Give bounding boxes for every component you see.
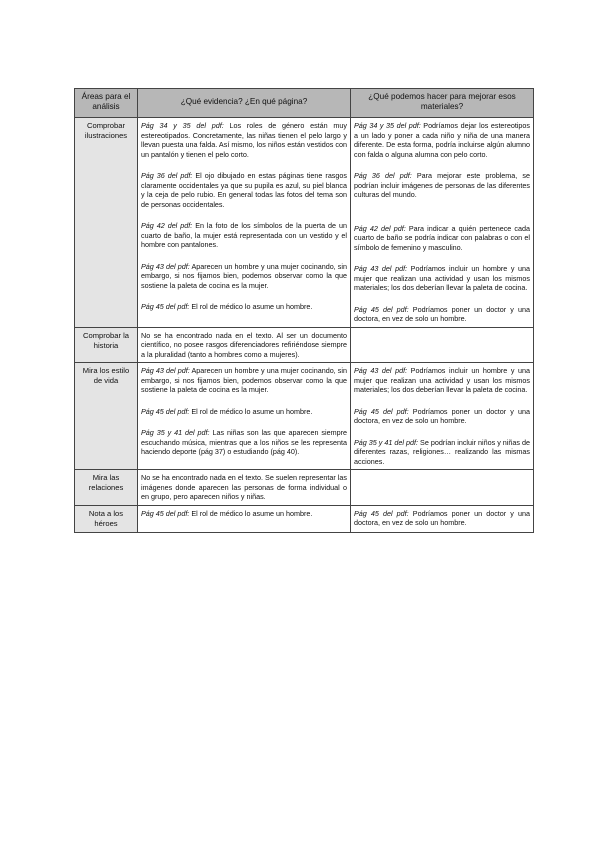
evidence-entry — [141, 428, 347, 457]
area-cell: Mira las relaciones — [75, 470, 138, 506]
entry-text: Podríamos incluir un hombre y una mujer que realizan una actividad y usan los mismos materiales; los dos deberían llevar la paleta de cocina. — [354, 366, 530, 394]
page-reference: Pág 43 del pdf: — [141, 366, 190, 375]
page-reference: Pág 45 del pdf: — [354, 406, 409, 416]
evidence-entry — [141, 331, 347, 360]
table-body — [75, 118, 534, 533]
table-row — [75, 470, 534, 506]
action-entry — [354, 121, 530, 159]
action-entry — [354, 438, 530, 467]
area-cell: Nota a los héroes — [75, 505, 138, 532]
evidence-cell — [138, 118, 351, 328]
entry-text: Podríamos poner un doctor y una doctora, en vez de solo un hombre. — [354, 406, 530, 425]
entry-text: El rol de médico lo asume un hombre. — [189, 302, 313, 311]
page-reference: Pág 45 del pdf: — [354, 304, 409, 314]
page-reference: Pág 43 del pdf: — [141, 261, 190, 271]
entry-text: Aparecen un hombre y una mujer cocinando, sin embargo, si nos fijamos bien, podemos observar como la que sostiene la paleta de cocina es la mujer. — [141, 366, 347, 394]
page-reference: Pág 45 del pdf: — [141, 508, 190, 518]
page-reference: Pág 35 y 41 del pdf: — [141, 428, 210, 437]
evidence-entry — [141, 407, 347, 417]
action-entry — [354, 264, 530, 293]
area-cell: Comprobar ilustraciones — [75, 118, 138, 328]
table-row — [75, 327, 534, 363]
action-entry — [354, 509, 530, 528]
page-reference: Pág 45 del pdf: — [141, 406, 190, 416]
entry-text: Para mejorar este problema, se podrían incluir imágenes de personas de las diferentes culturas del mundo. — [354, 171, 530, 199]
action-cell — [351, 363, 534, 470]
area-cell: Mira los estilo de vida — [75, 363, 138, 470]
evidence-entry — [141, 262, 347, 291]
header-area: Áreas para el análisis — [75, 89, 138, 118]
action-entry — [354, 224, 530, 253]
page-reference: Pág 34 y 35 del pdf: — [354, 121, 421, 130]
table-row — [75, 118, 534, 328]
evidence-cell — [138, 470, 351, 506]
entry-text: Aparecen un hombre y una mujer cocinando, sin embargo, si nos fijamos bien, podemos observar como la que sostiene la paleta de cocina es la mujer. — [141, 261, 347, 290]
entry-text: Podríamos dejar los estereotipos a un lado y poner a cada niño y niña de una manera diferente. De esta forma, podría incluirse algún alumno con falda o alguna alumna con pelo corto. — [354, 121, 531, 159]
page-reference: Pág 45 del pdf: — [354, 508, 409, 518]
entry-text: Los roles de género están muy estereotipados. Concretamente, las niñas tienen el pelo largo y llevan puesta una falda. Así mismo, los niños están vestidos con un pantalón y tienen el pelo corto. — [141, 121, 348, 159]
header-action: ¿Qué podemos hacer para mejorar esos materiales? — [351, 89, 534, 118]
evidence-cell — [138, 327, 351, 363]
action-entry — [354, 171, 530, 200]
entry-text: No se ha encontrado nada en el texto. Al ser un documento científico, no posee rasgos diferenciadores refiriéndose siempre a la pluralidad (tanto a hombres como a mujeres). — [141, 330, 347, 359]
page-reference: Pág 42 del pdf: — [354, 223, 406, 233]
evidence-entry — [141, 509, 347, 519]
evidence-entry — [141, 302, 347, 312]
page-reference: Pág 43 del pdf: — [354, 366, 408, 375]
action-cell — [351, 118, 534, 328]
area-cell: Comprobar la historia — [75, 327, 138, 363]
header-row — [75, 89, 534, 118]
entry-text: El rol de médico lo asume un hombre. — [189, 508, 313, 518]
page-reference: Pág 43 del pdf: — [354, 264, 408, 273]
evidence-entry — [141, 366, 347, 395]
page-reference: Pág 34 y 35 del pdf: — [141, 121, 224, 130]
analysis-table — [74, 88, 534, 533]
entry-text: Para indicar a quién pertenece cada cuarto de baño se podría indicar con palabras o con el símbolo de femenino y masculino. — [354, 223, 530, 252]
action-entry — [354, 366, 530, 395]
action-cell — [351, 470, 534, 506]
entry-text: El ojo dibujado en estas páginas tiene rasgos claramente occidentales ya que su pupila es azul, su piel blanca y la ceja de pelo rubio. En general todas las fotos del tema son de personas occidentales. — [141, 171, 347, 209]
evidence-cell — [138, 505, 351, 532]
page-reference: Pág 45 del pdf: — [141, 302, 190, 311]
evidence-entry — [141, 171, 347, 209]
entry-text: No se ha encontrado nada en el texto. Se suelen representar las imágenes donde aparecen las personas de forma individual o en grupo, pero aparecen niños y niñas. — [141, 473, 347, 501]
action-cell — [351, 327, 534, 363]
evidence-cell — [138, 363, 351, 470]
page-reference: Pág 42 del pdf: — [141, 221, 193, 230]
entry-text: Podríamos poner un doctor y una doctora, en vez de solo un hombre. — [354, 304, 530, 323]
entry-text: En la foto de los símbolos de la puerta de un cuarto de baño, la mujer está representada con un vestido y el hombre con pantalones. — [141, 221, 347, 249]
action-entry — [354, 305, 530, 324]
page-reference: Pág 36 del pdf: — [141, 171, 193, 180]
entry-text: Las niñas son las que aparecen siempre escuchando música, mientras que a los niños se les representa haciendo deporte (pág 37) o estudiando (pág 40). — [141, 428, 348, 456]
evidence-entry — [141, 221, 347, 250]
table-row — [75, 505, 534, 532]
entry-text: Podríamos poner un doctor y una doctora, en vez de solo un hombre. — [354, 508, 530, 527]
entry-text: Se podrían incluir niños y niñas de diferentes razas, religiones… realizando las mismas acciones. — [354, 437, 530, 466]
action-entry — [354, 407, 530, 426]
action-cell — [351, 505, 534, 532]
evidence-entry — [141, 473, 347, 502]
entry-text: Podríamos incluir un hombre y una mujer que realizan una actividad y usan los mismos materiales; los dos deberían llevar la paleta de cocina. — [354, 264, 530, 292]
entry-text: El rol de médico lo asume un hombre. — [189, 406, 313, 416]
header-evidence: ¿Qué evidencia? ¿En qué página? — [138, 89, 351, 118]
table-row — [75, 363, 534, 470]
evidence-entry — [141, 121, 347, 159]
page-reference: Pág 36 del pdf: — [354, 171, 412, 180]
page-reference: Pág 35 y 41 del pdf: — [354, 437, 419, 447]
